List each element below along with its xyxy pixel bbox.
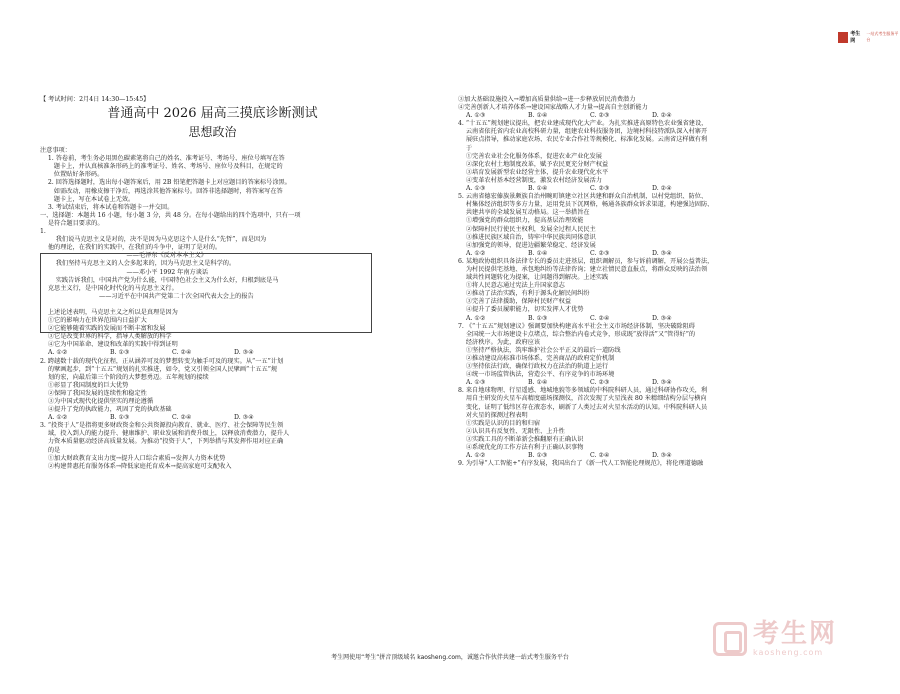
right-text-line: ④提升了委员履职能力，切实发挥人才优势: [458, 306, 584, 314]
left-text-line: 3. 考试结束后，将本试卷和答题卡一并交回。: [40, 203, 174, 211]
right-question-list: [458, 96, 848, 468]
right-text-line: 域共性问题转化为提案，让问题得到解决。上述实践: [458, 274, 609, 282]
left-text-line: 克思主义行，是中国化时代化的马克思主义行。: [40, 284, 178, 292]
answer-option[interactable]: A. ①②: [48, 414, 68, 422]
right-text-line: 6. 某地政协组织具备法律专长的委员走进基层，组织调解员，参与诉前调解，开展公益普法，: [458, 257, 714, 265]
answer-option[interactable]: C. ②③: [590, 185, 610, 193]
right-text-line: ③实践工具的不断革新会推翻原有正确认识: [458, 435, 584, 443]
right-text-line: ③培育发展新型农业经营主体，提升农业现代化水平: [458, 168, 609, 176]
right-text-line: ①坚持严格执法，筑牢维护社会公平正义的最后一道防线: [458, 346, 621, 354]
answer-option[interactable]: A. ①③: [466, 112, 486, 120]
left-text-line: ③为中国式现代化提供坚实的理论遵循: [40, 398, 154, 405]
right-text-line: 7. 《“十五五”规划建议》强调要加快构建高水平社会主义市场经济体制，坚决破除阻碍: [458, 322, 695, 330]
answer-option[interactable]: C. ②③: [590, 112, 610, 120]
answer-option[interactable]: C. ②③: [590, 249, 610, 257]
answer-option[interactable]: D. ③④: [652, 379, 672, 387]
answer-option[interactable]: C. ②④: [172, 349, 192, 357]
answer-option[interactable]: C. ②③: [590, 379, 610, 387]
right-text-line: 于: [458, 144, 473, 152]
right-text-line: 经济秩序。为此，政府应该: [458, 338, 541, 346]
right-text-line: ③坚持依法行政，确保行政权力在法治的轨道上运行: [458, 363, 609, 371]
left-text-line: ②构建普惠托育服务体系→降低家庭托育成本→提高家庭可支配收入: [40, 462, 232, 470]
answer-option[interactable]: D. ③④: [652, 314, 672, 322]
right-text-line: 对火星的探测过程表明: [458, 411, 528, 419]
answer-option[interactable]: B. ①④: [528, 249, 548, 257]
right-text-line: ①将人民意志通过宪法上升国家意志: [458, 282, 565, 290]
left-text-line: 位置贴好条形码。: [40, 171, 104, 179]
left-text-line: 他的理论，在我们的实践中，在我们的斗争中，证明了是对的。: [40, 244, 222, 252]
left-text-line: ④它为中国革命、建设和改革的实践中得到证明: [40, 341, 178, 349]
answer-option[interactable]: A. ①②: [466, 452, 486, 460]
quote-frame: [40, 253, 372, 333]
left-text-line: 我们坚持马克思主义的人会多起来的，因为马克思主义是科学的。: [40, 260, 236, 268]
left-text-line: 我们说马克思主义是对的，决不是因为马克思这个人是什么“先哲”，而是因为: [40, 236, 267, 244]
left-text-line: 3. “投资于人”是指将更多财政资金和公共资源投向教育、就业、医疗、社会保障等民生领: [40, 422, 284, 430]
left-text-line: 题卡上，写在本试卷上无效。: [40, 195, 135, 203]
answer-option[interactable]: D. ②④: [652, 112, 672, 120]
right-text-line: ①实践是认识的目的和归宿: [458, 419, 541, 427]
exam-title: 普通高中 2026 届高三摸底诊断测试: [107, 106, 318, 122]
right-text-line: 8. 来自地球物理、行星遥感、地城地貌等多领域的中科院科研人员，通过科研协作攻关，利: [458, 387, 708, 395]
answer-option[interactable]: D. ③④: [652, 249, 672, 257]
right-options-row: [458, 315, 848, 323]
right-text-line: 4. “十五五”规划建议提出，把农业建成现代化大产业。为扎实推进高原特色农业强省建设，: [458, 120, 708, 128]
right-options-row: [458, 250, 848, 258]
left-text-line: 是符合题目要求的。: [40, 219, 104, 227]
left-options-row: [40, 349, 385, 357]
left-text-line: 上述论述表明，马克思主义之所以是真理是因为: [40, 308, 178, 316]
brand-slogan: 一站式考生服务平台: [866, 31, 899, 42]
left-text-line: 一、选择题：本题共 16 小题，每小题 3 分，共 48 分。在每小题给出的四个选项中，只有一项: [40, 211, 301, 219]
right-options-row: [458, 185, 848, 193]
left-text-line: 2. 跨越数十载的现代化征程，正从涵养可及的梦想转变为触手可及的现实。从“一五”计划: [40, 357, 284, 365]
left-text-line: ③它是改变世界的科学，指导人类解放的科学: [40, 333, 172, 341]
watermark-logo-icon: [713, 622, 747, 656]
left-text-line: 注意事项：: [40, 147, 71, 155]
right-text-line: ④系统优化的工作方法有利于正确认识事物: [458, 444, 584, 452]
right-text-line: ④加强党的领导，促进边疆繁荣稳定、经济发展: [458, 241, 596, 249]
right-text-line: ②推动建设高标准市场体系，完善商品的政府定价机制: [458, 355, 615, 362]
exam-time: 【 考试时间：2月4日 14:30—15:45】: [40, 96, 150, 103]
left-text-line: 1.: [40, 228, 46, 236]
answer-option[interactable]: B. ①③: [110, 349, 130, 357]
left-text-line: ④提升了党的执政能力，巩固了党的执政基础: [40, 406, 172, 414]
answer-option[interactable]: B. ①③: [110, 414, 130, 422]
answer-option[interactable]: B. ①④: [528, 112, 548, 120]
left-text-line: ②保障了我国发展的连续性和稳定性: [40, 389, 147, 397]
left-text-line: 力资本质量驱动经济高质量发展。为推动“投资于人”，下列举措与其发挥作用对应正确: [40, 438, 284, 446]
left-text-line: 2. 回答选择题时，选出每小题答案后，用 2B 铅笔把答题卡上对应题目的答案标号涂黑。: [40, 179, 291, 187]
left-text-line: ——邓小平 1992 年南方谈话: [40, 268, 209, 276]
left-text-line: ①彰显了我国制度的巨大优势: [40, 381, 129, 389]
right-text-line: 5. 云南省德宏傣族景颇族自治州畹町镇建立社区共建和群众自治机制，以村党组织、防位、: [458, 193, 708, 201]
answer-option[interactable]: B. ①④: [528, 185, 548, 193]
answer-option[interactable]: A. ①②: [466, 249, 486, 257]
right-text-line: ③推进民族区域自治，铸牢中华民族共同体意识: [458, 233, 596, 241]
left-text-line: 如需改动，用橡皮擦干净后，再选涂其他答案标号。回答非选择题时，将答案写在答: [40, 187, 283, 195]
right-text-line: ④完善创新人才培养体系→建设国家战略人才力量→提高自主创新能力: [458, 104, 648, 112]
right-text-line: ③加大基础设施投入→增加高质量供给→进一步释放居民消费潜力: [458, 96, 636, 103]
watermark-url: kaosheng.com: [753, 648, 824, 657]
right-text-line: ②推动了法治实践，有利于源头化解民间纠纷: [458, 290, 590, 298]
answer-option[interactable]: D. ③④: [652, 452, 672, 460]
right-text-line: ②认识具有反复性、无限性、上升性: [458, 427, 565, 435]
watermark-name: 考生网: [753, 619, 838, 649]
right-text-line: ①增强党的群众组织力，提高基层治理效能: [458, 217, 584, 225]
right-text-line: ②深化农村土地制度改革，赋予农民更充分财产权益: [458, 160, 609, 168]
right-text-line: 全国统一大市场建设卡点堵点，综合整治内卷式竞争，形成既“放得活”又“管得好”的: [458, 330, 696, 338]
left-text-line: ①加大财政教育支出力度→提升人口综合素质→发挥人力资本优势: [40, 454, 226, 462]
brand-name: 考生网: [850, 31, 861, 44]
right-text-line: 村集体经济组织等多方力量，运用党员下沉网格，畅通各族群众诉求渠道，构建强边固防、: [458, 201, 714, 209]
right-text-line: 用自主研发的火星车高精度磁场探测仪，首次发现了火星浅表 80 米精细结构分层与横向: [458, 395, 707, 403]
right-column: [458, 96, 848, 468]
right-text-line: 变化，证明了低纬区存在液态水，刷新了人类过去对火星水活动的认知。中科院科研人员: [458, 403, 708, 411]
right-text-line: 展驻点指导，推动家庭农场、农民专业合作社等规模化、标准化发展。云南省这样做有利: [458, 136, 708, 144]
answer-option[interactable]: D. ②④: [652, 185, 672, 193]
left-text-line: ——毛泽东《反对本本主义》: [40, 252, 207, 260]
answer-option[interactable]: B. ①③: [528, 314, 548, 322]
answer-option[interactable]: B. ①③: [528, 452, 548, 460]
right-text-line: ①完善农业社会化服务体系，促进农业产业化发展: [458, 152, 602, 160]
answer-option[interactable]: A. ①③: [466, 379, 486, 387]
brand-logo-icon: [838, 32, 848, 43]
answer-option[interactable]: C. ②④: [590, 452, 610, 460]
answer-option[interactable]: A. ①②: [466, 314, 486, 322]
left-text-line: 实践告诉我们，中国共产党为什么能，中国特色社会主义为什么好，归根到底是马: [40, 276, 279, 284]
left-text-line: 域，投入到人的能力提升、健康维护、职业发展和消费升级上，以释放消费潜力，提升人: [40, 430, 290, 438]
right-text-line: 为村民提供宅基地、承包地纠纷等法律咨询；建立社情民意直报点，将群众反映的法治领: [458, 265, 708, 273]
left-text-line: 划的宏，向最后第三个阶段的大梦想勇迈。五年规划的接续: [40, 373, 209, 381]
right-options-row: [458, 452, 848, 460]
answer-option[interactable]: A. ①③: [466, 185, 486, 193]
brand-header[interactable]: [838, 30, 900, 44]
left-text-line: 的擘画起步，到“十五五”规划的扎实推进，如今，党又引领全国人民擘画“十五五”规: [40, 365, 278, 373]
answer-option[interactable]: B. ①④: [528, 379, 548, 387]
answer-option[interactable]: C. ②④: [172, 414, 192, 422]
answer-option[interactable]: D. ③④: [234, 414, 254, 422]
left-text-line: 的是: [40, 446, 61, 454]
left-text-line: ②它能够随着实践的发展而不断丰富和发展: [40, 325, 166, 333]
left-text-line: 题卡上，并认真核准条形码上的准考证号、姓名、考场号、座位号及科目，在规定的: [40, 163, 283, 171]
left-text-line: 1. 答卷前，考生务必用黑色碳素笔将自己的姓名、准考证号、考场号、座位号填写在答: [40, 155, 285, 163]
answer-option[interactable]: D. ③④: [234, 349, 254, 357]
answer-option[interactable]: C. ②④: [590, 314, 610, 322]
right-text-line: ④变革农村基本经营制度，激发农村经济发展活力: [458, 176, 602, 184]
right-text-line: ③完善了法律援助，保障村民财产权益: [458, 298, 572, 306]
left-text-line: ——习近平在中国共产党第二十次全国代表大会上的报告: [40, 292, 254, 300]
exam-subject: 思想政治: [188, 125, 237, 140]
right-text-line: 9. 为引导“人工智能+”有序发展，我国出台了《新一代人工智能伦理规范》，将伦理道德融: [458, 460, 704, 468]
right-text-line: 云南省依托省内农业高校科研力量，组建农业科技服务团，边境村科技特派队深入村寨开: [458, 128, 708, 136]
left-text-line: ①它的影响力在世界范围内日益扩大: [40, 317, 147, 325]
right-text-line: ④统一市场监管执法，营造公平、有序竞争的市场环境: [458, 371, 615, 379]
page-footer: 考生网使用“考生”拼音顶级域名 kaosheng.com，诚邀合作伙伴共建一站式考生服务平台: [331, 654, 569, 661]
answer-option[interactable]: A. ①②: [48, 349, 68, 357]
right-text-line: ②保障村民行使民主权利，发展全过程人民民主: [458, 225, 596, 233]
right-text-line: 共建共享的全域发展互动格局。这一举措旨在: [458, 209, 590, 217]
